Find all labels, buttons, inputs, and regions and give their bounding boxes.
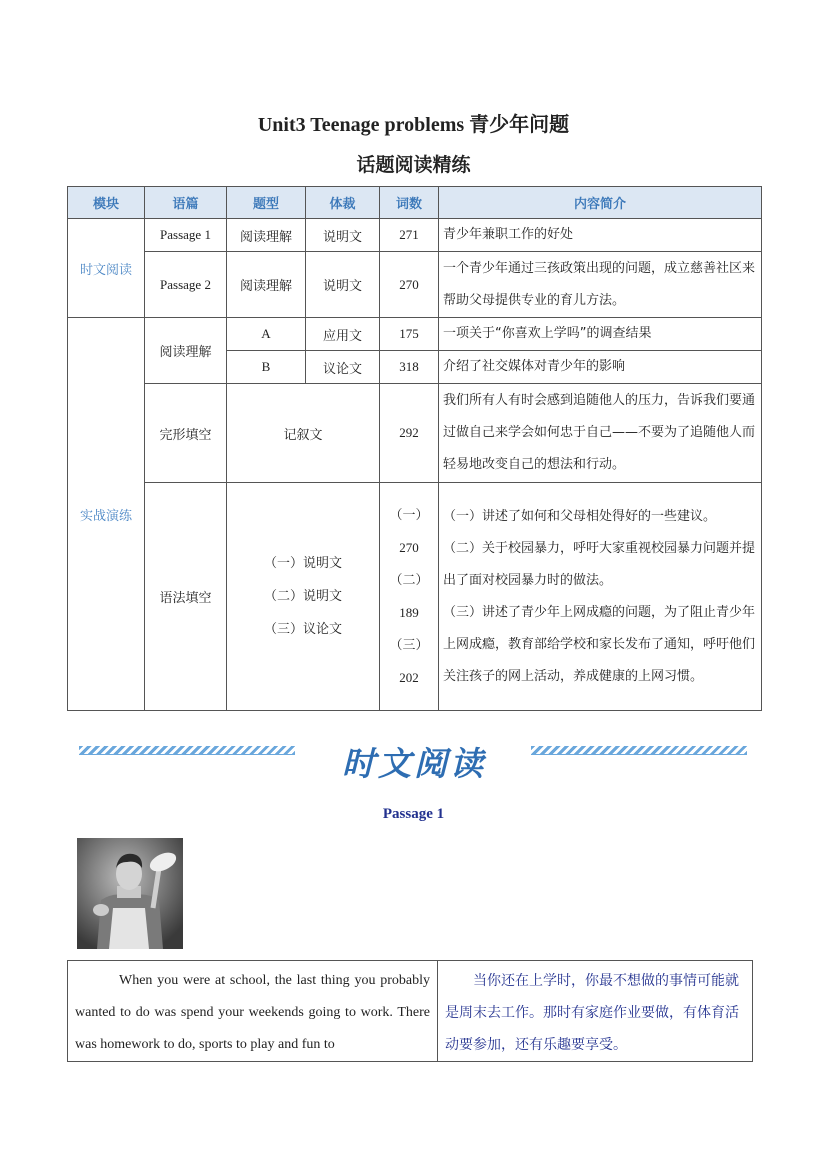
chinese-translation: 当你还在上学时，你最不想做的事情可能就是周末去工作。那时有家庭作业要做，有体育活动要参加，还有乐趣要享受。 (438, 961, 753, 1062)
english-passage: When you were at school, the last thing you probably wanted to do was spend your weekends going to work. There was homework to do, sports to play and fun to (68, 961, 438, 1062)
table-row (68, 219, 762, 252)
words-cell: 271 (380, 219, 439, 252)
genre-item: （一）说明文 (263, 556, 342, 571)
words-cell: 270 (380, 252, 439, 318)
words-item: （二） (389, 572, 429, 587)
words-item: （三） (389, 637, 429, 652)
words-item: 202 (399, 669, 419, 685)
column-header: 题型 (227, 187, 306, 219)
column-header: 体裁 (306, 187, 380, 219)
table-row (68, 961, 753, 1062)
intro-item: （三）讲述了青少年上网成瘾的问题，为了阻止青少年上网成瘾，教育部给学校和家长发布了通知，呼吁他们关注孩子的网上活动，养成健康的上网习惯。 (443, 604, 756, 684)
words-cell: 292 (380, 384, 439, 483)
passage-title: Passage 1 (382, 806, 445, 822)
decorative-stripe (531, 746, 747, 755)
table-row (68, 384, 762, 483)
words-cell: 318 (380, 351, 439, 384)
column-header: 内容简介 (439, 187, 762, 219)
passage-cell: Passage 2 (145, 252, 227, 318)
genre-item: （二）说明文 (263, 589, 342, 604)
column-header: 词数 (380, 187, 439, 219)
overview-table (67, 186, 762, 711)
section-banner (0, 738, 827, 788)
intro-cell: 青少年兼职工作的好处 (439, 219, 762, 252)
page-subtitle: 话题阅读精练 (356, 154, 471, 176)
genre-cell: 说明文 (306, 252, 380, 318)
page-title: Unit3 Teenage problems 青少年问题 (257, 114, 570, 136)
words-cell: 175 (380, 318, 439, 351)
table-row (68, 483, 762, 711)
table-header-row (68, 187, 762, 219)
genre-list-cell (227, 483, 380, 711)
decorative-stripe (79, 746, 295, 755)
intro-item: （二）关于校园暴力，呼吁大家重视校园暴力问题并提出了面对校园暴力时的做法。 (443, 540, 756, 588)
type-group-cell: 完形填空 (145, 384, 227, 483)
module-name: 时文阅读 (68, 219, 145, 318)
module-name: 实战演练 (68, 318, 145, 711)
genre-cell: 记叙文 (227, 384, 380, 483)
section-banner-title: 时文阅读 (342, 744, 486, 783)
intro-list-cell (439, 483, 762, 711)
intro-cell: 一项关于“你喜欢上学吗”的调查结果 (439, 318, 762, 351)
intro-cell: 一个青少年通过三孩政策出现的问题，成立慈善社区来帮助父母提供专业的育儿方法。 (439, 252, 762, 318)
words-item: 189 (399, 604, 419, 620)
passage-cell: Passage 1 (145, 219, 227, 252)
type-cell: A (227, 318, 306, 351)
intro-cell: 我们所有人有时会感到追随他人的压力，告诉我们要通过做自己来学会如何忠于自己——不要为了追随他人而轻易地改变自己的想法和行动。 (439, 384, 762, 483)
table-row (68, 252, 762, 318)
column-header: 模块 (68, 187, 145, 219)
words-item: 270 (399, 539, 419, 555)
type-cell: 阅读理解 (227, 252, 306, 318)
column-header: 语篇 (145, 187, 227, 219)
genre-cell: 议论文 (306, 351, 380, 384)
type-cell: 阅读理解 (227, 219, 306, 252)
passage-photo (77, 838, 183, 949)
type-group-cell: 阅读理解 (145, 318, 227, 384)
bilingual-table (67, 960, 753, 1062)
words-item: （一） (389, 507, 429, 522)
type-group-cell: 语法填空 (145, 483, 227, 711)
table-row (68, 318, 762, 351)
intro-cell: 介绍了社交媒体对青少年的影响 (439, 351, 762, 384)
type-cell: B (227, 351, 306, 384)
words-list-cell (380, 483, 439, 711)
intro-item: （一）讲述了如何和父母相处得好的一些建议。 (443, 508, 717, 524)
genre-cell: 应用文 (306, 318, 380, 351)
genre-cell: 说明文 (306, 219, 380, 252)
genre-item: （三）议论文 (263, 622, 342, 637)
